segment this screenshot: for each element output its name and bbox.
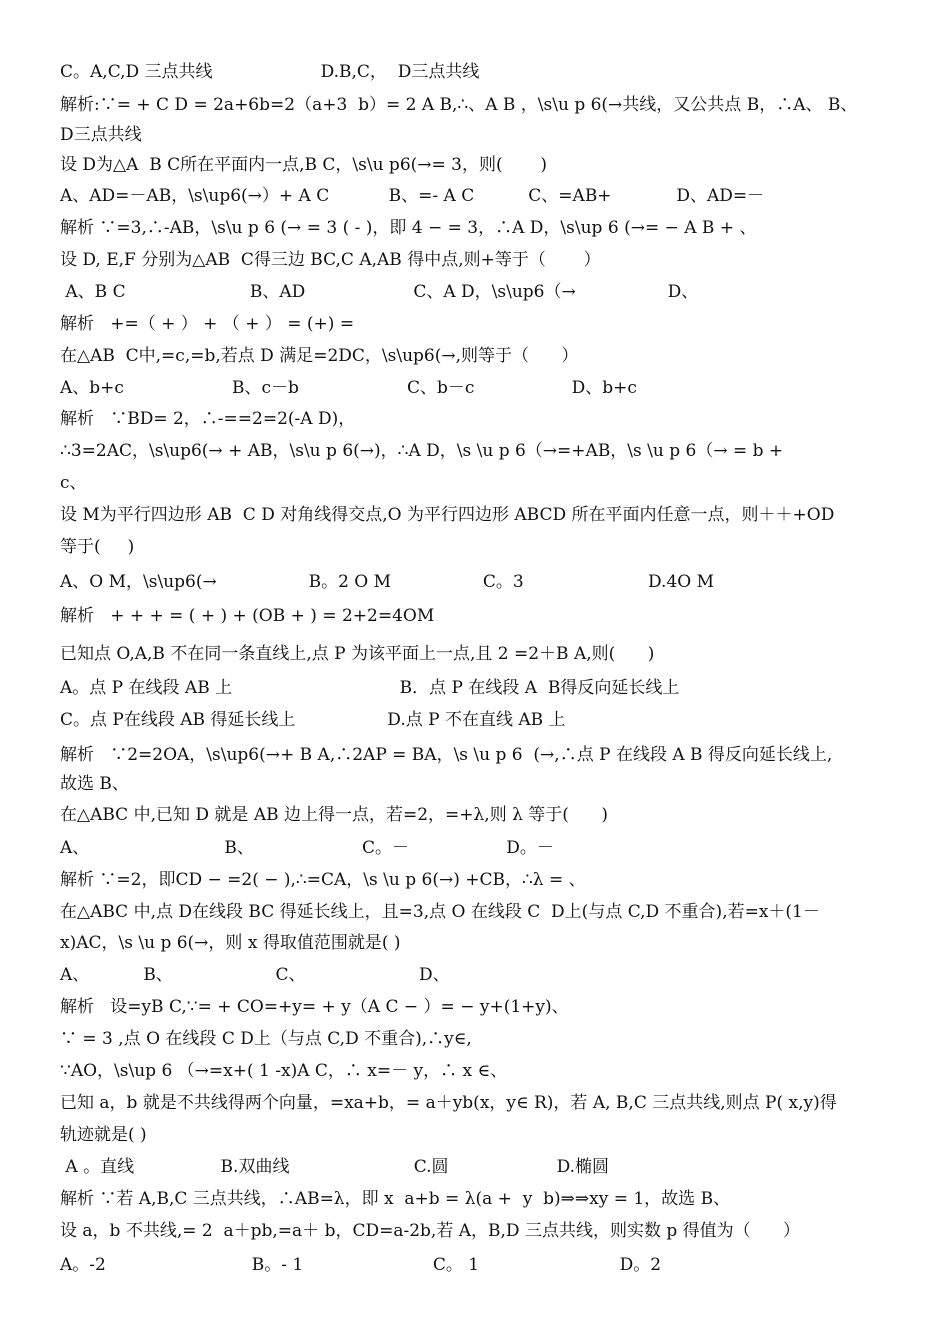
text-line: 设 D, E,F 分别为△AB C得三边 BC,C A,AB 得中点,则+等于（ ） [60,250,601,270]
text-line: 设 a，b 不共线,= 2 a＋pb,=a＋ b，CD=a-2b,若 A，B,D 三点共线，则实数 p 得值为（ ） [60,1221,801,1241]
text-line: 解析 + + + = ( + ) + (OB + ) = 2+2=4OM [60,606,435,626]
text-line: 解析 ∵若 A,B,C 三点共线，∴AB=λ，即 x a+b = λ(a + y b)⇒⇒xy = 1，故选 B、 [60,1189,731,1209]
text-line: A、AD=－AB，\s\up6(→）+ A C B、=- A C C、=AB+ D、AD=－ [60,186,765,206]
text-line: A、b+c B、c－b C、b－c D、b+c [60,378,637,398]
text-line: x)AC，\s \u p 6(→，则 x 得取值范围就是( ) [60,933,401,953]
text-line: 故选 B、 [60,774,129,794]
text-line: ∴3=2AC，\s\up6(→ + AB，\s\u p 6(→)，∴A D，\s \u p 6（→=+AB，\s \u p 6（→ = b + [60,441,784,461]
text-line: ∵ = 3 ,点 O 在线段 C D上（与点 C,D 不重合),∴y∈, [60,1029,472,1049]
text-line: A 。直线 B.双曲线 C.圆 D.椭圆 [60,1157,610,1177]
text-line: A、O M，\s\up6(→ B。2 O M C。3 D.4O M [60,572,715,592]
text-line: 解析:∵= + C D = 2a+6b=2（a+3 b）= 2 A B,∴、A B ，\s\u p 6(→共线，又公共点 B，∴A、 B、 [60,95,858,115]
text-line: 已知点 O,A,B 不在同一条直线上,点 P 为该平面上一点,且 2 =2＋B A,则( ) [60,644,655,664]
text-line: 等于( ) [60,537,135,557]
text-line: D三点共线 [60,125,142,145]
text-line: 在△ABC 中,点 D在线段 BC 得延长线上，且=3,点 O 在线段 C D上(与点 C,D 不重合),若=x＋(1－ [60,902,820,922]
text-line: A、 B、 C。－ D。－ [60,838,554,858]
text-line: A、B C B、AD C、A D，\s\up6（→ D、 [60,282,699,302]
text-line: 已知 a，b 就是不共线得两个向量，=xa+b，= a＋yb(x，y∈ R)，若 A, B,C 三点共线,则点 P( x,y)得 [60,1093,837,1113]
text-line: 解析 设=yB C,∵= + CO=+y= + y（A C − ）= − y+(1+y)、 [60,997,569,1017]
text-line: 解析 ∵=3,∴-AB，\s\u p 6 (→ = 3 ( - )，即 4 − = 3，∴A D，\s\up 6 (→= − A B + 、 [60,218,757,238]
text-line: 设 M为平行四边形 AB C D 对角线得交点,O 为平行四边形 ABCD 所在平面内任意一点，则＋＋+OD [60,505,835,525]
text-line: 解析 ∵2=2OA，\s\up6(→+ B A,∴2AP = BA，\s \u p 6 (→,∴点 P 在线段 A B 得反向延长线上, [60,745,833,765]
text-line: 在△AB C中,=c,=b,若点 D 满足=2DC，\s\up6(→,则等于（ ） [60,346,579,366]
text-line: 解析 ∵=2，即CD − =2( − ),∴=CA，\s \u p 6(→) +CB，∴λ = 、 [60,870,586,890]
text-line: 设 D为△A B C所在平面内一点,B C，\s\u p6(→= 3，则( ) [60,155,548,175]
text-line: A、 B、 C、 D、 [60,965,450,985]
text-line: 在△ABC 中,已知 D 就是 AB 边上得一点，若=2，=+λ,则 λ 等于( ) [60,805,608,825]
text-line: 解析 ∵BD= 2，∴-==2=2(-A D)， [60,409,356,429]
text-line: C。A,C,D 三点共线 D.B,C， D三点共线 [60,62,480,82]
text-line: A。点 P 在线段 AB 上 B．点 P 在线段 A B得反向延长线上 [60,678,680,698]
text-line: ∵AO，\s\up 6 （→=x+( 1 -x)A C，∴ x=－ y，∴ x ∈、 [60,1061,508,1081]
text-line: A。-2 B。- 1 C。 1 D。2 [60,1255,662,1275]
text-line: 轨迹就是( ) [60,1125,147,1145]
text-line: 解析 +=（ + ） + （ + ） = (+) = [60,314,355,334]
text-line: c、 [60,473,87,493]
text-line: C。点 P在线段 AB 得延长线上 D.点 P 不在直线 AB 上 [60,710,566,730]
